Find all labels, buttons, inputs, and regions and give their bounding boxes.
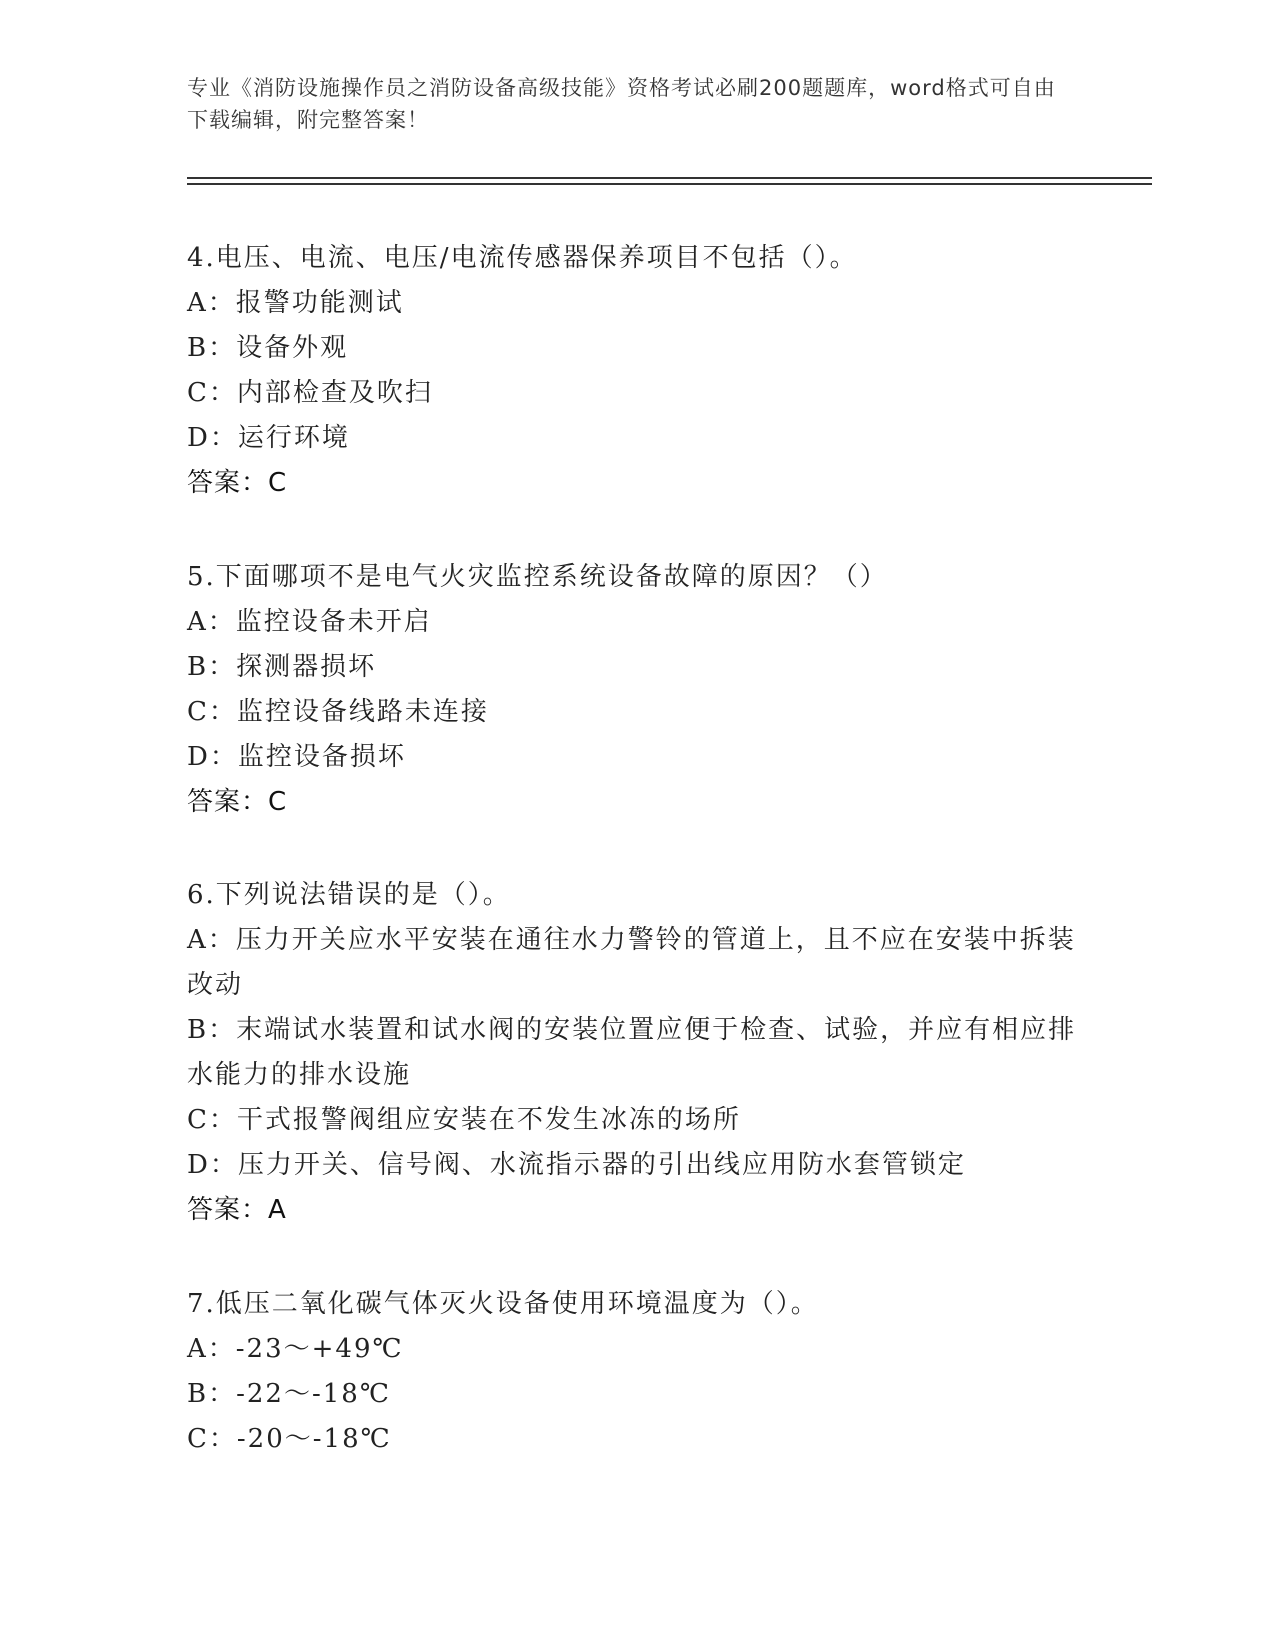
option-a: A：-23～+49℃ (187, 1334, 404, 1364)
option-c: C：干式报警阀组应安装在不发生冰冻的场所 (187, 1105, 741, 1135)
question-7 (187, 1282, 1087, 1462)
option-d: D：压力开关、信号阀、水流指示器的引出线应用防水套管锁定 (187, 1150, 966, 1180)
option-b: B：探测器损坏 (187, 652, 377, 682)
option-d: D：运行环境 (187, 423, 350, 453)
question-stem: 6.下列说法错误的是（）。 (187, 880, 511, 910)
option-c: C：内部检查及吹扫 (187, 378, 433, 408)
question-stem: 4.电压、电流、电压/电流传感器保养项目不包括（）。 (187, 243, 858, 273)
question-4 (187, 236, 1087, 506)
question-6 (187, 873, 1087, 1233)
option-c: C：-20～-18℃ (187, 1424, 392, 1454)
answer: 答案：C (187, 787, 288, 817)
answer: 答案：C (187, 468, 288, 498)
header-divider-top (187, 177, 1152, 179)
option-a: A：监控设备未开启 (187, 607, 432, 637)
header-divider-bottom (187, 183, 1152, 185)
question-stem: 7.低压二氧化碳气体灭火设备使用环境温度为（）。 (187, 1289, 819, 1319)
option-b: B：-22～-18℃ (187, 1379, 391, 1409)
option-c: C：监控设备线路未连接 (187, 697, 489, 727)
option-d: D：监控设备损坏 (187, 742, 406, 772)
answer: 答案：A (187, 1195, 287, 1225)
option-a: A：压力开关应水平安装在通往水力警铃的管道上，且不应在安装中拆装改动 (187, 925, 1076, 1000)
question-stem: 5.下面哪项不是电气火灾监控系统设备故障的原因？（） (187, 562, 888, 592)
document-intro: 专业《消防设施操作员之消防设备高级技能》资格考试必刷200题题库，word格式可自由下载编辑，附完整答案！ (187, 76, 1056, 132)
option-b: B：末端试水装置和试水阀的安装位置应便于检查、试验，并应有相应排水能力的排水设施 (187, 1015, 1077, 1090)
option-a: A：报警功能测试 (187, 288, 404, 318)
question-5 (187, 555, 1087, 825)
option-b: B：设备外观 (187, 333, 349, 363)
